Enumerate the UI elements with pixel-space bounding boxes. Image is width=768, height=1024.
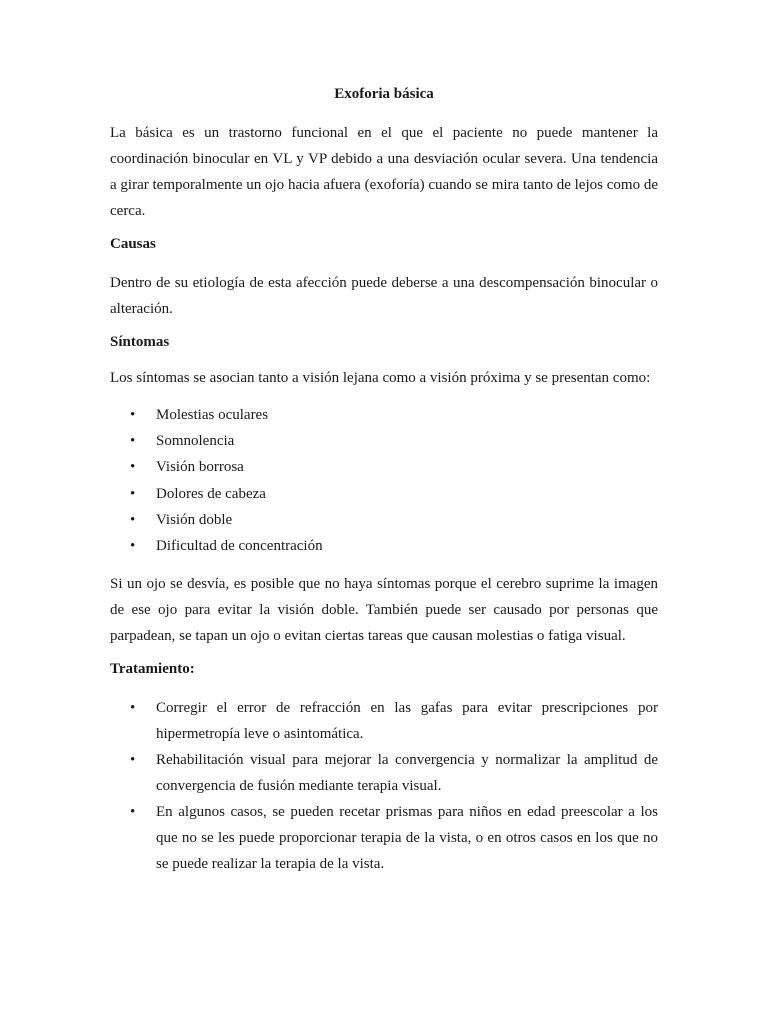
- list-item: [110, 799, 658, 877]
- bullet-icon: •: [130, 485, 136, 502]
- list-item-text: Rehabilitación visual para mejorar la convergencia y normalizar la amplitud de convergencia de fusión mediante terapia visual.: [156, 752, 658, 795]
- sintomas-list: [110, 402, 658, 559]
- causas-paragraph: Dentro de su etiología de esta afección puede deberse a una descompensación binocular o alteración.: [110, 275, 658, 317]
- list-item-text: Visión doble: [156, 511, 233, 528]
- sintomas-lead: Los síntomas se asocian tanto a visión lejana como a visión próxima y se presentan como:: [110, 370, 651, 386]
- list-item-text: Visión borrosa: [156, 459, 244, 476]
- list-item-text: Dificultad de concentración: [156, 538, 323, 555]
- bullet-icon: •: [130, 538, 136, 555]
- list-item: [110, 454, 658, 480]
- bullet-icon: •: [130, 752, 136, 769]
- list-item-text: Corregir el error de refracción en las gafas para evitar prescripciones por hipermetropía leve o asintomática.: [156, 700, 658, 743]
- list-item: [110, 428, 658, 454]
- tratamiento-list: [110, 695, 658, 877]
- sintomas-after-paragraph: Si un ojo se desvía, es posible que no haya síntomas porque el cerebro suprime la imagen de ese ojo para evitar la visión doble. También puede ser causado por personas que parpadean, se tapan un ojo o evitan ciertas tareas que causan molestias o fatiga visual.: [110, 576, 658, 645]
- bullet-icon: •: [130, 700, 136, 717]
- list-item: [110, 402, 658, 428]
- list-item: [110, 533, 658, 559]
- document-page: [110, 84, 658, 889]
- bullet-icon: •: [130, 433, 136, 450]
- list-item: [110, 695, 658, 747]
- list-item-text: En algunos casos, se pueden recetar prismas para niños en edad preescolar a los que no se les puede proporcionar terapia de la vista, o en otros casos en los que no se puede realizar la terapia de la vista.: [156, 804, 658, 873]
- list-item: [110, 507, 658, 533]
- list-item-text: Molestias oculares: [156, 407, 269, 423]
- bullet-icon: •: [130, 459, 136, 476]
- document-title: Exoforia básica: [334, 86, 434, 102]
- bullet-icon: •: [130, 804, 136, 821]
- bullet-icon: •: [130, 407, 136, 423]
- list-item-text: Dolores de cabeza: [156, 485, 266, 502]
- bullet-icon: •: [130, 511, 136, 528]
- list-item-text: Somnolencia: [156, 433, 235, 450]
- intro-paragraph: La básica es un trastorno funcional en el que el paciente no puede mantener la coordinación binocular en VL y VP debido a una desviación ocular severa. Una tendencia a girar temporalmente un ojo hacia afuera (exoforía) cuando se mira tanto de lejos como de cerca.: [110, 125, 658, 219]
- list-item: [110, 481, 658, 507]
- tratamiento-heading: Tratamiento:: [110, 661, 195, 678]
- list-item: [110, 747, 658, 799]
- sintomas-heading: Síntomas: [110, 334, 170, 350]
- causas-heading: Causas: [110, 236, 156, 252]
